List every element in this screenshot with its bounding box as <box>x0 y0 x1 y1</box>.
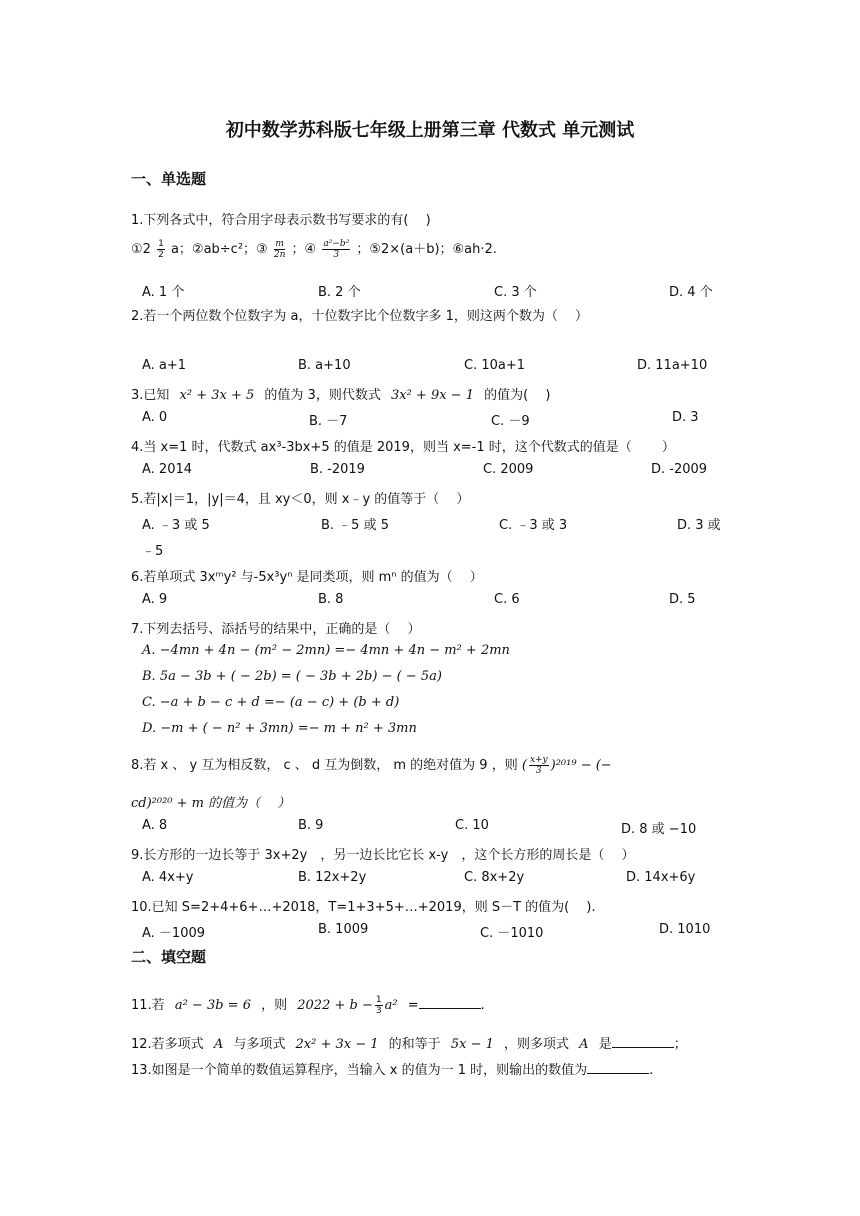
question-10-option-c: C. －1010 <box>480 926 544 941</box>
question-13-stem: 13.如图是一个简单的数值运算程序，当输入 x 的值为一 1 时，则输出的数值为 . <box>131 1063 654 1078</box>
question-12-stem: 12.若多项式 A 与多项式 2x² + 3x − 1 的和等于 5x − 1 ，则多项式 A 是 ； <box>131 1037 687 1052</box>
question-4-option-d: D. -2009 <box>651 462 708 477</box>
question-6-option-a: A. 9 <box>142 592 168 607</box>
question-6-option-c: C. 6 <box>494 592 520 607</box>
question-4-stem: 4.当 x=1 时，代数式 ax³-3bx+5 的值是 2019，则当 x=-1 时，这个代数式的值是（ ） <box>131 440 675 455</box>
question-8-stem: 8.若 x 、 y 互为相反数， c 、 d 互为倒数， m 的绝对值为 9 ，则 ( $\frac{x+y}{3}$ )²⁰¹⁹ − (− <box>131 755 612 776</box>
question-1-option-b: B. 2 个 <box>318 285 361 300</box>
question-10-option-b: B. 1009 <box>318 922 369 937</box>
question-6-option-d: D. 5 <box>669 592 696 607</box>
question-2-option-b: B. a+10 <box>298 358 351 373</box>
question-9-option-c: C. 8x+2y <box>464 870 525 885</box>
fraction-m-over-2n: $\frac{m}{2n}$ <box>273 239 286 260</box>
fraction-one-third: $\frac{1}{3}$ <box>375 995 382 1016</box>
question-1-option-a: A. 1 个 <box>142 285 185 300</box>
page-title: 初中数学苏科版七年级上册第三章 代数式 单元测试 <box>225 120 635 141</box>
answer-blank <box>612 1035 674 1048</box>
question-4-option-a: A. 2014 <box>142 462 193 477</box>
question-7-option-c: C. −a + b − c + d =− (a − c) + (b + d) <box>142 695 400 710</box>
question-5-option-b: B. ﹣5 或 5 <box>321 518 389 533</box>
question-2-option-c: C. 10a+1 <box>464 358 526 373</box>
question-10-stem: 10.已知 S=2+4+6+…+2018，T=1+3+5+…+2019，则 S－T 的值为( ). <box>131 900 596 915</box>
question-1-option-c: C. 3 个 <box>494 285 537 300</box>
fraction-one-half: $\frac{1}{2}$ <box>158 239 164 260</box>
question-8-stem-continued: cd)²⁰²⁰ + m 的值为（ ） <box>131 796 291 811</box>
question-7-option-a: A. −4mn + 4n − (m² − 2mn) =− 4mn + 4n − m² + 2mn <box>142 643 510 658</box>
fraction-x-plus-y-over-3: $\frac{x+y}{3}$ <box>529 755 548 776</box>
question-3-option-b: B. －7 <box>309 414 348 429</box>
section-heading-single-choice: 一、单选题 <box>131 170 207 188</box>
question-9-option-b: B. 12x+2y <box>298 870 367 885</box>
question-1-stem: 1.下列各式中，符合用字母表示数书写要求的有( ) <box>131 213 431 228</box>
question-10-option-d: D. 1010 <box>659 922 711 937</box>
math-expression: 3x² + 9x − 1 <box>390 388 474 403</box>
question-4-option-b: B. -2019 <box>310 462 365 477</box>
fraction-a2-b2-over-3: $\frac{\text{a²−b²}}{3}$ <box>323 239 350 260</box>
question-2-option-d: D. 11a+10 <box>637 358 708 373</box>
question-7-stem: 7.下列去括号、添括号的结果中，正确的是（ ） <box>131 622 421 637</box>
answer-blank <box>587 1061 649 1074</box>
question-9-option-d: D. 14x+6y <box>626 870 696 885</box>
question-5-option-d-continued: ﹣5 <box>142 544 164 559</box>
section-heading-fill-blank: 二、填空题 <box>131 948 207 966</box>
question-7-option-d: D. −m + ( − n² + 3mn) =− m + n² + 3mn <box>142 721 417 736</box>
question-9-option-a: A. 4x+y <box>142 870 194 885</box>
question-4-option-c: C. 2009 <box>483 462 534 477</box>
question-3-stem: 3.已知 x² + 3x + 5 的值为 3，则代数式 3x² + 9x − 1 的值为( ) <box>131 388 551 403</box>
answer-blank <box>419 996 481 1009</box>
question-8-option-b: B. 9 <box>298 818 324 833</box>
question-6-stem: 6.若单项式 3xᵐy² 与-5x³yⁿ 是同类项，则 mⁿ 的值为（ ） <box>131 570 483 585</box>
question-6-option-b: B. 8 <box>318 592 344 607</box>
question-5-stem: 5.若|x|＝1，|y|＝4，且 xy＜0，则 x﹣y 的值等于（ ） <box>131 492 470 507</box>
question-8-option-c: C. 10 <box>455 818 489 833</box>
question-8-option-d: D. 8 或 −10 <box>621 822 697 837</box>
question-2-option-a: A. a+1 <box>142 358 187 373</box>
question-1-option-d: D. 4 个 <box>669 285 713 300</box>
question-11-stem: 11.若 a² − 3b = 6 ，则 2022 + b − $\frac{1}{3}$ a² = . <box>131 995 485 1016</box>
question-5-option-a: A. ﹣3 或 5 <box>142 518 210 533</box>
question-5-option-c: C. ﹣3 或 3 <box>499 518 568 533</box>
question-3-option-c: C. －9 <box>491 414 530 429</box>
question-5-option-d: D. 3 或 <box>677 518 721 533</box>
question-7-option-b: B. 5a − 3b + ( − 2b) = ( − 3b + 2b) − ( − 5a) <box>142 669 442 684</box>
math-expression: x² + 3x + 5 <box>179 388 255 403</box>
question-10-option-a: A. －1009 <box>142 926 206 941</box>
question-9-stem: 9.长方形的一边长等于 3x+2y ，另一边长比它长 x-y ，这个长方形的周长是（ ） <box>131 848 635 863</box>
question-1-items: ①2 $\frac{1}{2}$ a；②ab÷c²；③ $\frac{m}{2n}$ ；④ $\frac{\text{a²−b²}}{3}$ ；⑤2×(a＋b)；⑥ah·2. <box>131 239 497 260</box>
question-3-option-a: A. 0 <box>142 410 168 425</box>
question-3-option-d: D. 3 <box>672 410 699 425</box>
question-2-stem: 2.若一个两位数个位数字为 a，十位数字比个位数字多 1，则这两个数为（ ） <box>131 309 589 324</box>
question-8-option-a: A. 8 <box>142 818 168 833</box>
